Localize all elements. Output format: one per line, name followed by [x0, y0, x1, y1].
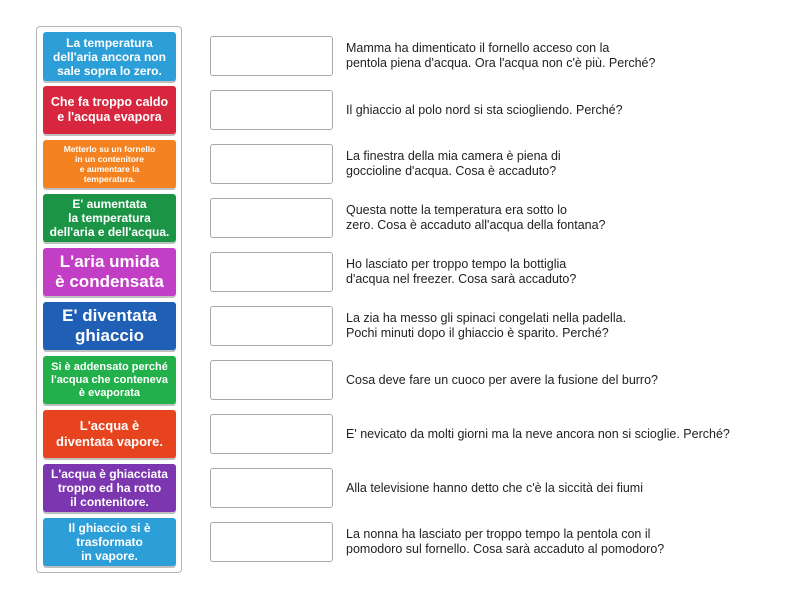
- question-text: Mamma ha dimenticato il fornello acceso con la pentola piena d'acqua. Ora l'acqua non c'è più. Perché?: [346, 41, 656, 70]
- drop-slot[interactable]: [210, 198, 333, 238]
- drop-slot[interactable]: [210, 306, 333, 346]
- answer-tile-text: Si è addensato perché l'acqua che conteneva è evaporata: [51, 360, 168, 399]
- question-text: La finestra della mia camera è piena di goccioline d'acqua. Cosa è accaduto?: [346, 149, 561, 178]
- answer-tile[interactable]: [43, 464, 176, 512]
- drop-slot[interactable]: [210, 522, 333, 562]
- drop-slot[interactable]: [210, 144, 333, 184]
- question-text: La zia ha messo gli spinaci congelati nella padella. Pochi minuti dopo il ghiaccio è sparito. Perché?: [346, 311, 627, 340]
- answer-tile[interactable]: [43, 140, 176, 188]
- drop-slot[interactable]: [210, 360, 333, 400]
- drop-slot[interactable]: [210, 36, 333, 76]
- answer-tile-text: E' aumentata la temperatura dell'aria e dell'acqua.: [49, 197, 170, 239]
- question-text: E' nevicato da molti giorni ma la neve ancora non si scioglie. Perché?: [346, 426, 730, 441]
- answer-tile-text: Che fa troppo caldo e l'acqua evapora: [50, 95, 169, 124]
- question-text: Il ghiaccio al polo nord si sta sciogliendo. Perché?: [346, 102, 623, 117]
- answer-tile[interactable]: [43, 356, 176, 404]
- answer-tile[interactable]: [43, 518, 176, 566]
- answer-tile[interactable]: [43, 302, 176, 350]
- answer-tile[interactable]: [43, 32, 176, 81]
- answer-tile[interactable]: [43, 86, 176, 134]
- drop-slot[interactable]: [210, 252, 333, 292]
- question-text: Ho lasciato per troppo tempo la bottiglia d'acqua nel freezer. Cosa sarà accaduto?: [346, 257, 577, 286]
- answer-tile-text: La temperatura dell'aria ancora non sale sopra lo zero.: [53, 35, 166, 78]
- question-text: Alla televisione hanno detto che c'è la siccità dei fiumi: [346, 480, 643, 495]
- answer-tile-text: Metterlo su un fornello in un contenitore e aumentare la temperatura.: [63, 144, 156, 184]
- drop-slot[interactable]: [210, 468, 333, 508]
- answer-tile[interactable]: [43, 194, 176, 242]
- answer-tile[interactable]: [43, 248, 176, 296]
- drop-slot[interactable]: [210, 90, 333, 130]
- answer-tile-text: L'acqua è ghiacciata troppo ed ha rotto il contenitore.: [51, 467, 168, 509]
- answer-tile[interactable]: [43, 410, 176, 458]
- question-text: Cosa deve fare un cuoco per avere la fusione del burro?: [346, 372, 658, 387]
- answer-tile-text: L'aria umida è condensata: [55, 252, 164, 291]
- answer-tile-text: L'acqua è diventata vapore.: [56, 418, 163, 449]
- answer-tile-text: E' diventata ghiaccio: [62, 306, 157, 345]
- drop-slot[interactable]: [210, 414, 333, 454]
- question-text: La nonna ha lasciato per troppo tempo la pentola con il pomodoro sul fornello. Cosa sarà accaduto al pomodoro?: [346, 527, 665, 556]
- question-text: Questa notte la temperatura era sotto lo zero. Cosa è accaduto all'acqua della fontana?: [346, 203, 606, 232]
- answer-tile-text: Il ghiaccio si è trasformato in vapore.: [68, 521, 151, 563]
